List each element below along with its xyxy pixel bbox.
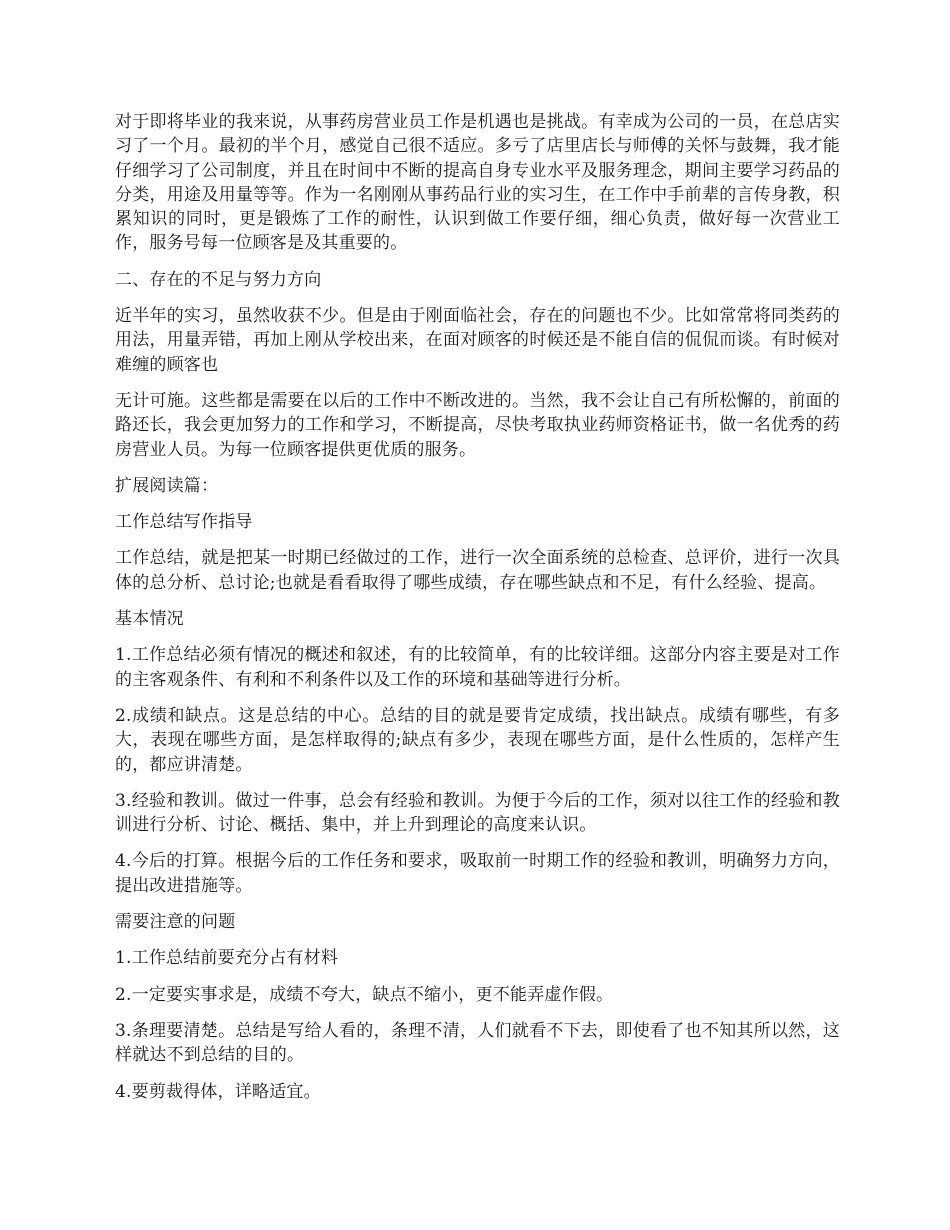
list-item-basic-3: 3.经验和教训。做过一件事，总会有经验和教训。为便于今后的工作，须对以往工作的经验和教训进行分析、讨论、概括、集中，并上升到理论的高度来认识。 [115,790,840,836]
heading-extended-reading: 扩展阅读篇： [115,475,219,496]
list-item-notes-1: 1.工作总结前要充分占有材料 [115,948,339,969]
paragraph-shortcomings-2: 无计可施。这些都是需要在以后的工作中不断改进的。当然，我不会让自己有所松懈的，前面的路还长，我会更加努力的工作和学习，不断提高，尽快考取执业药师资格证书，做一名优秀的药房营业人员。为每一位顾客提供更优质的服务。 [115,390,840,460]
heading-basic-situation: 基本情况 [115,609,184,630]
heading-notes: 需要注意的问题 [115,912,236,933]
paragraph-intro: 对于即将毕业的我来说，从事药房营业员工作是机遇也是挑战。有幸成为公司的一员，在总店实习了一个月。最初的半个月，感觉自己很不适应。多亏了店里店长与师傅的关怀与鼓舞，我才能仔细学习了公司制度，并且在时间中不断的提高自身专业水平及服务理念，期间主要学习药品的分类，用途及用量等等。作为一名刚刚从事药品行业的实习生，在工作中手前辈的言传身教，积累知识的同时，更是锻炼了工作的耐性，认识到做工作要仔细，细心负责，做好每一次营业工作，服务号每一位顾客是及其重要的。 [115,112,840,254]
list-item-basic-1: 1.工作总结必须有情况的概述和叙述，有的比较简单，有的比较详细。这部分内容主要是对工作的主客观条件、有利和不利条件以及工作的环境和基础等进行分析。 [115,645,840,690]
list-item-basic-2: 2.成绩和缺点。这是总结的中心。总结的目的就是要肯定成绩，找出缺点。成绩有哪些，有多大，表现在哪些方面，是怎样取得的;缺点有多少，表现在哪些方面，是什么性质的，怎样产生的，都应讲清楚。 [115,705,840,775]
section-heading-shortcomings: 二、存在的不足与努力方向 [115,269,322,290]
paragraph-shortcomings-1: 近半年的实习，虽然收获不少。但是由于刚面临社会，存在的问题也不少。比如常常将同类药的用法，用量弄错，再加上刚从学校出来，在面对顾客的时候还是不能自信的侃侃而谈。有时候对难缠的顾客也 [115,306,840,375]
list-item-notes-2: 2.一定要实事求是，成绩不夸大，缺点不缩小，更不能弄虚作假。 [115,984,614,1005]
list-item-notes-4: 4.要剪裁得体，详略适宜。 [115,1081,321,1102]
paragraph-summary-definition: 工作总结，就是把某一时期已经做过的工作，进行一次全面系统的总检查、总评价，进行一次具体的总分析、总讨论;也就是看看取得了哪些成绩，存在哪些缺点和不足，有什么经验、提高。 [115,548,840,593]
list-item-notes-3: 3.条理要清楚。总结是写给人看的，条理不清，人们就看不下去，即使看了也不知其所以然，这样就达不到总结的目的。 [115,1020,840,1066]
document-body [115,110,840,1116]
heading-writing-guide: 工作总结写作指导 [115,512,253,533]
list-item-basic-4: 4.今后的打算。根据今后的工作任务和要求，吸取前一时期工作的经验和教训，明确努力方向，提出改进措施等。 [115,851,840,896]
